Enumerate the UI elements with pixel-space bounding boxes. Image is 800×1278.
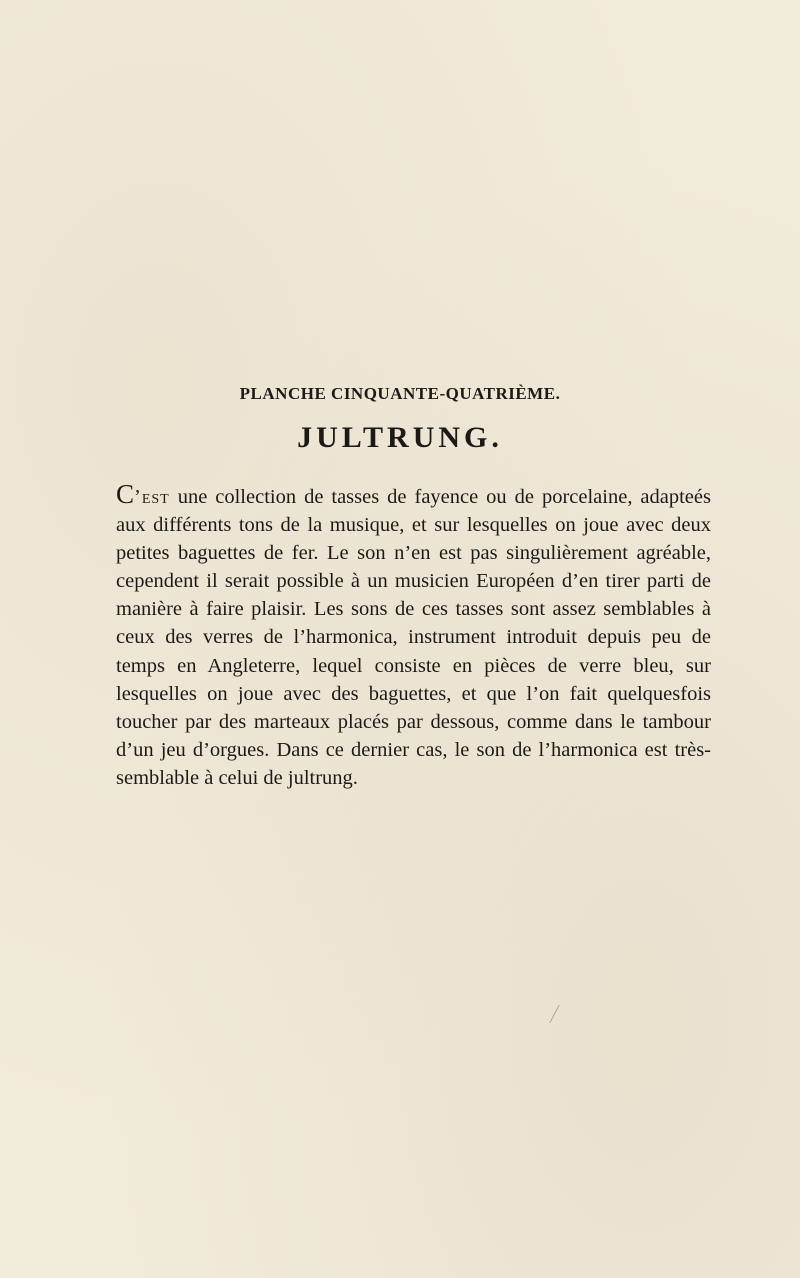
small-caps-word: ’est [134, 486, 170, 508]
page-title: JULTRUNG. [297, 421, 503, 454]
body-paragraph [116, 480, 711, 792]
paragraph-text: une collection de tasses de fayence ou de porcelaine, adapteés aux différents tons de la musique, et sur lesquelles on joue avec deux petites baguettes de fer. Le son n’en est pas singulièrement agréable, cependent il serait possible à un musicien Européen d’en tirer parti de manière à faire plaisir. Les sons de ces tasses sont assez semblables à ceux des verres de l’harmonica, instrument introduit depuis peu de temps en Angleterre, lequel consiste en pièces de verre bleu, sur lesquelles on joue avec des baguettes, et que l’on fait quelquesfois toucher par des marteaux placés par dessous, comme dans le tambour d’un jeu d’orgues. Dans ce dernier cas, le son de l’harmonica est très-semblable à celui de jultrung. [116, 486, 711, 789]
stray-pencil-mark [549, 1005, 568, 1023]
drop-cap: C [116, 479, 135, 509]
plate-heading: PLANCHE CINQUANTE-QUATRIÈME. [239, 384, 561, 403]
